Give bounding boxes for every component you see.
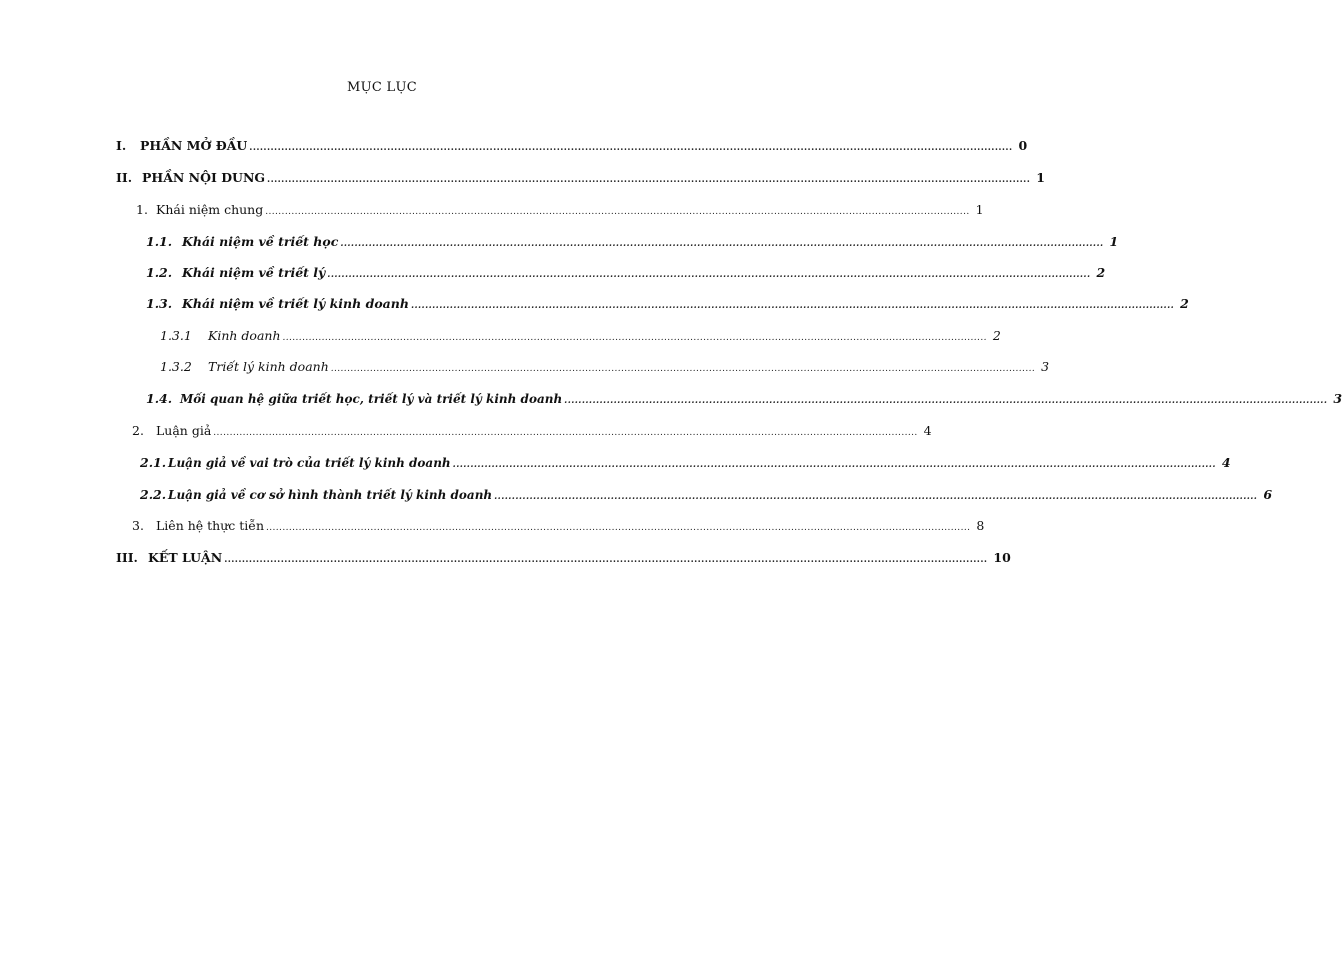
toc-entry-label: PHẦN NỘI DUNG	[142, 170, 266, 185]
toc-entry-page: 3	[1041, 359, 1050, 374]
toc-entry-number: II.	[116, 170, 133, 185]
toc-leader: ........................................................................................................................................................................................................................	[340, 239, 1104, 249]
toc-leader: ........................................................................................................................................................................................................................	[249, 143, 1013, 153]
toc-entry-number: 1.3.2	[160, 359, 192, 374]
toc-entry-label: KẾT LUẬN	[148, 550, 223, 565]
toc-entry-page: 0	[1018, 138, 1028, 153]
toc-entry[interactable]	[140, 485, 1273, 505]
toc-entry-number: 1.	[136, 202, 148, 217]
toc-title: MỤC LỤC	[347, 80, 417, 95]
toc-entry[interactable]	[160, 357, 1050, 377]
toc-entry[interactable]	[146, 294, 1189, 314]
toc-leader: ........................................................................................................................................................................................................................	[327, 270, 1091, 280]
toc-leader: ........................................................................................................................................................................................................................	[410, 301, 1175, 311]
toc-entry-page: 1	[1036, 170, 1045, 185]
toc-entry-number: 1.4.	[146, 391, 173, 406]
toc-entry-label: Mối quan hệ giữa triết học, triết lý và triết lý kinh doanh	[180, 392, 563, 406]
toc-leader: ........................................................................................................................................................................................................................	[213, 428, 918, 438]
toc-entry-label: Triết lý kinh doanh	[208, 359, 329, 374]
toc-entry-number: 2.2.	[140, 487, 167, 502]
toc-entry-page: 2	[1180, 296, 1189, 311]
toc-entry-page: 2	[1096, 265, 1106, 280]
toc-leader: ........................................................................................................................................................................................................................	[282, 333, 987, 343]
toc-entry-page: 4	[923, 423, 932, 438]
toc-entry-number: 1.1.	[146, 234, 173, 249]
toc-leader: ........................................................................................................................................................................................................................	[224, 555, 988, 565]
toc-entry-page: 2	[992, 328, 1001, 343]
toc-leader: ........................................................................................................................................................................................................................	[267, 175, 1031, 185]
toc-entry-number: 2.1.	[140, 455, 167, 470]
toc-leader: ........................................................................................................................................................................................................................	[266, 523, 971, 533]
toc-entry-page: 1	[975, 202, 984, 217]
toc-entry-page: 8	[976, 518, 985, 533]
toc-entry[interactable]	[160, 326, 1001, 346]
toc-entry-number: 1.3.1	[160, 328, 192, 343]
toc-entry-page: 4	[1221, 455, 1231, 470]
toc-entry[interactable]	[146, 389, 1342, 409]
toc-entry[interactable]	[140, 453, 1231, 473]
toc-entry-label: Khái niệm về triết lý	[182, 265, 326, 280]
toc-entry[interactable]	[146, 263, 1106, 283]
toc-entry-label: Luận giả	[156, 423, 212, 438]
toc-entry-label: Khái niệm chung	[156, 202, 264, 217]
toc-entry-label: Luận giả về cơ sở hình thành triết lý kinh doanh	[168, 488, 493, 502]
toc-entry[interactable]	[132, 421, 932, 441]
toc-entry[interactable]	[116, 548, 1011, 568]
toc-leader: ........................................................................................................................................................................................................................	[330, 364, 1036, 374]
toc-entry-page: 1	[1109, 234, 1119, 249]
toc-entry-label: Khái niệm về triết lý kinh doanh	[182, 296, 409, 311]
toc-entry-number: 1.3.	[146, 296, 173, 311]
toc-entry-number: 3.	[132, 518, 144, 533]
toc-entry[interactable]	[116, 136, 1028, 156]
toc-entry-number: I.	[116, 138, 127, 153]
toc-entry[interactable]	[146, 232, 1119, 252]
toc-entry[interactable]	[132, 516, 985, 536]
toc-entry-label: PHẦN MỞ ĐẦU	[140, 138, 248, 153]
toc-entry-label: Luận giả về vai trò của triết lý kinh doanh	[168, 456, 451, 470]
toc-entry-page: 6	[1263, 487, 1273, 502]
toc-entry-label: Kinh doanh	[208, 328, 281, 343]
toc-entry-number: 1.2.	[146, 265, 173, 280]
toc-entry[interactable]	[116, 168, 1045, 188]
toc-entry-number: 2.	[132, 423, 144, 438]
toc-entry-number: III.	[116, 550, 138, 565]
toc-leader: ........................................................................................................................................................................................................................	[452, 460, 1216, 470]
toc-leader: ........................................................................................................................................................................................................................	[265, 207, 970, 217]
toc-entry-page: 10	[993, 550, 1011, 565]
toc-leader: ........................................................................................................................................................................................................................	[564, 396, 1328, 406]
toc-entry-page: 3	[1333, 391, 1342, 406]
toc-entry-label: Khái niệm về triết học	[182, 234, 339, 249]
toc-leader: ........................................................................................................................................................................................................................	[494, 492, 1258, 502]
toc-entry-label: Liên hệ thực tiễn	[156, 518, 265, 533]
toc-entry[interactable]	[136, 200, 984, 220]
